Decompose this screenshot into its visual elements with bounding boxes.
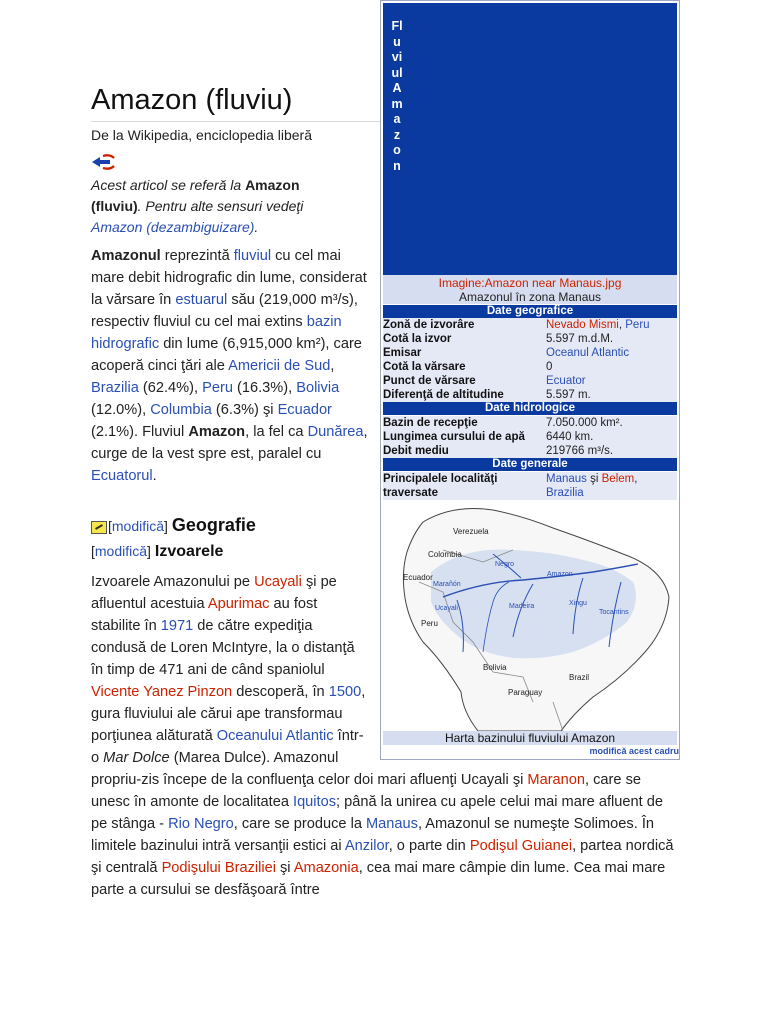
map-label-tocantins: Tocantins <box>599 609 629 616</box>
link-ecuador[interactable]: Ecuador <box>277 402 332 418</box>
link-brazilia-infobox[interactable]: Brazilia <box>546 487 584 499</box>
link-anzilor[interactable]: Anzilor <box>344 838 389 854</box>
link-vicente-yanez-pinzon[interactable]: Vicente Yanez Pinzon <box>91 684 233 700</box>
infobox-row: Zonă de izvorâre Nevado Mismi, Peru <box>383 319 650 331</box>
infobox-vertical-title: Fluviul Amazon <box>391 19 403 173</box>
amazon-basin-map[interactable] <box>383 502 677 731</box>
map-label-maranon: Marañón <box>433 581 461 588</box>
map-label-paraguay: Paraguay <box>508 688 543 697</box>
section-header-geo: Date geografice <box>383 305 677 318</box>
link-amazonia[interactable]: Amazonia <box>293 860 359 876</box>
site-subtitle: De la Wikipedia, enciclopedia liberă <box>91 127 313 143</box>
hatnote: Acest articol se referă la Amazon (fluviu). Pentru alte sensuri vedeţi Amazon (dezambiguizare). <box>91 177 304 235</box>
link-manaus-infobox[interactable]: Manaus <box>546 473 587 485</box>
basin-map-graphic <box>383 502 677 731</box>
link-apurimac[interactable]: Apurimac <box>207 596 270 612</box>
map-caption: Harta bazinului fluviului Amazon <box>444 731 616 745</box>
intro-paragraph: Amazonul reprezintă fluviul cu cel mai mare debit hidrografic din lume, considerat la vărsare în estuarul său (219,000 m³/s), respectiv fluviul cu cel mai extins bazin hidrografic din lume (6,915,000 km²), care acoperă cinci ţări ale Americii de Sud, Brazilia (62.4%), Peru (16.3%), Bolivia (12.0%), Columbia (6.3%) şi Ecuador (2.1%). Fluviul Amazon, la fel ca Dunărea, curge de la vest spre est, paralel cu Ecuatorul. <box>91 248 368 484</box>
hydro-rows <box>383 416 677 458</box>
link-estuarul[interactable]: estuarul <box>175 292 228 308</box>
geo-rows <box>383 318 677 402</box>
link-americii-de-sud[interactable]: Americii de Sud <box>228 358 331 374</box>
infobox-row: Bazin de recepţie 7.050.000 km². <box>383 417 623 429</box>
disambiguation-arrows-icon <box>90 153 116 171</box>
link-rio-negro[interactable]: Rio Negro <box>168 816 234 832</box>
link-bolivia[interactable]: Bolivia <box>296 380 340 396</box>
section-heading-izvoarele: [modifică] Izvoarele <box>91 543 224 560</box>
map-label-colombia: Colombia <box>428 550 462 559</box>
page-title: Amazon (fluviu) <box>91 84 381 122</box>
image-file-link[interactable]: Imagine:Amazon near Manaus.jpg <box>438 276 622 290</box>
infobox-row: Diferenţă de altitudine 5.597 m. <box>383 389 591 401</box>
edit-subsection-link[interactable]: modifică <box>94 543 148 559</box>
link-nevado-mismi[interactable]: Nevado Mismi <box>546 319 619 331</box>
infobox-title-banner <box>383 3 677 275</box>
map-label-ecuador: Ecuador <box>403 573 433 582</box>
map-label-ucayali: Ucayali <box>435 605 458 612</box>
infobox-row: Lungimea cursului de apă 6440 km. <box>383 431 594 443</box>
infobox-row: Cotă la vărsare 0 <box>383 361 553 373</box>
link-oceanului-atlantic[interactable]: Oceanului Atlantic <box>216 728 334 744</box>
map-label-bolivia: Bolivia <box>483 663 507 672</box>
link-ecuatorul[interactable]: Ecuatorul <box>91 468 153 484</box>
link-podisului-braziliei[interactable]: Podişului Braziliei <box>161 860 276 876</box>
link-bazin-hidrografic[interactable]: bazin hidrografic <box>91 314 342 352</box>
link-brazilia[interactable]: Brazilia <box>91 380 139 396</box>
link-dunarea[interactable]: Dunărea <box>307 424 364 440</box>
map-label-peru: Peru <box>421 619 438 628</box>
sources-paragraph: Izvoarele Amazonului pe Ucayali şi pe afluentul acestuia Apurimac au fost stabilite în 1971 de către expediţia condusă de Loren McIntyre, la o distanţă în timp de 471 ani de când spaniolul Vicente Yanez Pinzon descoperă, în 1500, gura fluviului ale cărui ape transformau porţiunea alăturată Oceanului Atlantic într-o Mar Dolce (Marea Dulce). Amazonul <box>91 574 366 766</box>
link-peru-infobox[interactable]: Peru <box>625 319 650 331</box>
link-maranon[interactable]: Maranon <box>527 772 586 788</box>
link-1971[interactable]: 1971 <box>160 618 194 634</box>
link-1500[interactable]: 1500 <box>328 684 362 700</box>
link-iquitos[interactable]: Iquitos <box>293 794 337 810</box>
link-columbia[interactable]: Columbia <box>150 402 212 418</box>
link-oceanul-atlantic[interactable]: Oceanul Atlantic <box>546 347 630 359</box>
infobox-row: Debit mediu 219766 m³/s. <box>383 445 614 457</box>
infobox <box>380 0 680 760</box>
infobox-row: Punct de vărsare Ecuator <box>383 375 586 387</box>
map-label-negro: Negro <box>495 561 515 568</box>
link-fluviul[interactable]: fluviul <box>233 248 272 264</box>
link-podisul-guianei[interactable]: Podişul Guianei <box>469 838 573 854</box>
map-label-brazil: Brazil <box>569 673 590 682</box>
map-label-venezuela: Verezuela <box>453 527 489 536</box>
edit-section-link[interactable]: modifică <box>111 518 165 534</box>
heading-text: Geografie <box>171 515 256 535</box>
disambiguation-link[interactable]: Amazon (dezambiguizare) <box>91 219 255 235</box>
link-ecuator[interactable]: Ecuator <box>546 375 586 387</box>
link-ucayali[interactable]: Ucayali <box>254 574 302 590</box>
image-caption: Amazonul în zona Manaus <box>458 290 602 304</box>
heading-text: Izvoarele <box>154 543 224 560</box>
edit-pencil-icon[interactable] <box>91 521 107 534</box>
course-paragraph: propriu-zis începe de la confluenţa celor doi mari afluenţi Ucayali şi Maranon, care se unesc în amonte de localitatea Iquitos; până la unirea cu apele celui mai mare afluent de pe stânga - Rio Negro, care se produce la Manaus, Amazonul se numeşte Solimoes. În limitele bazinului intră versanţii estici ai Anzilor, o parte din Podişul Guianei, partea nordică şi centrală Podişului Braziliei şi Amazonia, cea mai mare câmpie din lume. Cea mai mare parte a cursului se desfăşoară între <box>91 772 674 898</box>
link-peru[interactable]: Peru <box>202 380 233 396</box>
map-label-xingu: Xingu <box>569 600 587 607</box>
section-header-general: Date generale <box>383 458 677 471</box>
infobox-row: Principalele localităţi traversate Manaus şi Belem, Brazilia <box>383 473 638 499</box>
map-label-amazon: Amazon <box>547 571 573 578</box>
map-label-madeira: Madeira <box>509 603 535 610</box>
infobox-row: Emisar Oceanul Atlantic <box>383 347 630 359</box>
section-header-hydro: Date hidrologice <box>383 402 677 415</box>
general-rows <box>383 472 677 500</box>
link-belem[interactable]: Belem <box>601 473 635 485</box>
link-manaus[interactable]: Manaus <box>366 816 418 832</box>
infobox-row: Cotă la izvor 5.597 m.d.M. <box>383 333 614 345</box>
edit-infobox-link[interactable]: modifică acest cadru <box>589 746 679 756</box>
section-heading-geografie: [modifică] Geografie <box>91 515 256 536</box>
